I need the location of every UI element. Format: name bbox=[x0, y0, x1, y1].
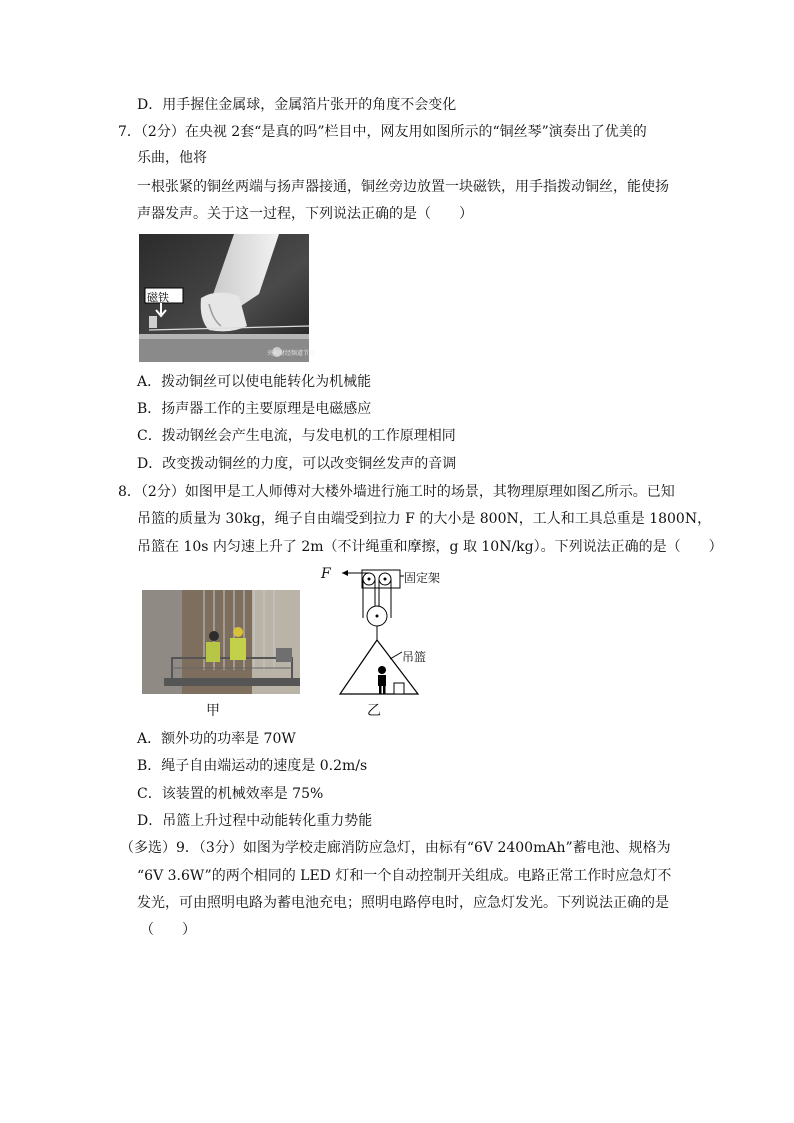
q8-photo-drawing bbox=[142, 590, 300, 694]
q8-fixed-frame-label: 固定架 bbox=[404, 571, 441, 585]
q7-option-d: D．改变拨动铜丝的力度，可以改变铜丝发声的音调 bbox=[137, 456, 457, 472]
q9-stem-line-3: 发光，可由照明电路为蓄电池充电；照明电路停电时，应急灯发光。下列说法正确的是 bbox=[137, 895, 669, 911]
q9-stem-line-1: （多选）9．（3分）如图为学校走廊消防应急灯，由标有“6V 2400mAh”蓄电池、规格为 bbox=[120, 840, 671, 856]
q7-option-c: C．拨动钢丝会产生电流，与发电机的工作原理相同 bbox=[137, 428, 456, 444]
q7-photo-watermark: 央视财经频道节目 bbox=[267, 350, 316, 357]
q9-answer-bracket: （ ） bbox=[140, 922, 196, 938]
q7-stem-line-2: 乐曲，他将 bbox=[137, 150, 207, 166]
q8-option-d: D．吊篮上升过程中动能转化重力势能 bbox=[137, 813, 373, 829]
q7-option-a: A．拨动铜丝可以使电能转化为机械能 bbox=[137, 374, 372, 390]
q8-stem-line-3: 吊篮在 10s 内匀速上升了 2m（不计绳重和摩擦，g 取 10N/kg）。下列说法正确的是（ ） bbox=[137, 539, 723, 555]
q8-option-a: A．额外功的功率是 70W bbox=[137, 731, 296, 747]
q8-force-label: F bbox=[321, 566, 331, 582]
q9-stem-line-2: “6V 3.6W”的两个相同的 LED 灯和一个自动控制开关组成。电路正常工作时应急灯不 bbox=[137, 868, 672, 884]
q7-stem-line-3: 一根张紧的铜丝两端与扬声器接通，铜丝旁边放置一块磁铁，用手指拨动铜丝，能使扬 bbox=[137, 179, 669, 195]
q7-magnet-label: 磁铁 bbox=[147, 291, 169, 304]
q8-figure-jia-caption: 甲 bbox=[206, 703, 220, 719]
q8-option-c: C．该装置的机械效率是 75% bbox=[137, 786, 324, 802]
q8-option-b: B．绳子自由端运动的速度是 0.2m/s bbox=[137, 758, 368, 774]
q8-stem-line-1: 8．（2分）如图甲是工人师傅对大楼外墙进行施工时的场景，其物理原理如图乙所示。已知 bbox=[118, 484, 675, 500]
prev-option-d: D．用手握住金属球，金属箔片张开的角度不会变化 bbox=[137, 97, 457, 113]
q7-option-b: B．扬声器工作的主要原理是电磁感应 bbox=[137, 401, 372, 417]
q7-copper-string-photo bbox=[139, 234, 316, 362]
q8-gondola-photo bbox=[142, 590, 300, 694]
q8-pulley-drawing bbox=[318, 564, 478, 704]
q8-stem-line-2: 吊篮的质量为 30kg，绳子自由端受到拉力 F 的大小是 800N，工人和工具总重是 1800N， bbox=[137, 511, 712, 527]
q7-stem-line-1: 7．（2分）在央视 2套“是真的吗”栏目中，网友用如图所示的“铜丝琴”演奏出了优美的 bbox=[118, 124, 647, 140]
q8-figure-yi-caption: 乙 bbox=[367, 703, 381, 719]
q8-basket-label: 吊篮 bbox=[402, 650, 427, 664]
q8-pulley-diagram bbox=[318, 564, 478, 704]
q7-stem-line-4: 声器发声。关于这一过程，下列说法正确的是（ ） bbox=[137, 206, 473, 222]
